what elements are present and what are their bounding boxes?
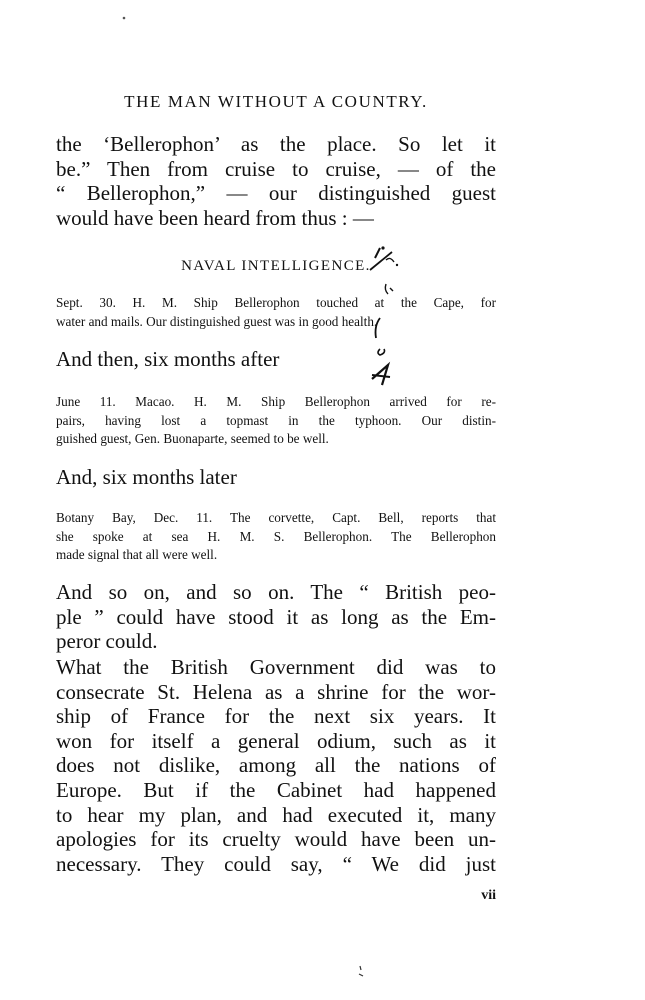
text-line: apologies for its cruelty would have been un- xyxy=(56,827,496,852)
lead-line-six-months-after: And then, six months after xyxy=(56,347,280,371)
paragraph-so-on xyxy=(56,580,496,654)
speck-mark xyxy=(120,14,128,22)
text-line: the ‘Bellerophon’ as the place. So let it xyxy=(56,132,496,156)
text-line: peror could. xyxy=(56,629,158,653)
text-line: Botany Bay, Dec. 11. The corvette, Capt. Bell, reports that xyxy=(56,510,496,525)
text-line: guished guest, Gen. Buonaparte, seemed to be well. xyxy=(56,431,329,446)
speck-mark xyxy=(356,964,366,978)
paragraph-intro xyxy=(56,132,496,230)
news-notice-cape xyxy=(56,294,496,331)
lead-line-six-months-later: And, six months later xyxy=(56,465,237,489)
text-line: water and mails. Our distinguished guest was in good health. xyxy=(56,313,378,329)
text-line: necessary. They could say, “ We did just xyxy=(56,851,496,876)
text-line: made signal that all were well. xyxy=(56,547,218,562)
text-line: And so on, and so on. The “ British peo- xyxy=(56,580,496,604)
text-line: to hear my plan, and had executed it, many xyxy=(56,802,496,827)
handwritten-correction-mark-in xyxy=(370,316,386,340)
page-number: vii xyxy=(481,888,496,903)
text-line: she spoke at sea H. M. S. Bellerophon. The Bellerophon xyxy=(56,528,496,544)
text-line: June 11. Macao. H. M. Ship Bellerophon arrived for re- xyxy=(56,394,496,409)
news-notice-macao xyxy=(56,393,496,449)
text-line: Europe. But if the Cabinet had happened xyxy=(56,777,496,802)
text-line: would have been heard from thus : — xyxy=(56,205,374,230)
text-line: be.” Then from cruise to cruise, — of the xyxy=(56,156,496,181)
text-line: won for itself a general odium, such as it xyxy=(56,728,496,753)
text-line: What the British Government did was to xyxy=(56,655,496,679)
text-line: Sept. 30. H. M. Ship Bellerophon touched at the Cape, for xyxy=(56,295,496,310)
text-line: does not dislike, among all the nations of xyxy=(56,753,496,778)
handwritten-margin-note xyxy=(366,345,396,391)
news-notice-botany-bay xyxy=(56,509,496,565)
handwritten-correction-mark-heading xyxy=(366,244,400,274)
handwritten-correction-mark-cape xyxy=(378,282,400,298)
text-line: consecrate St. Helena as a shrine for the wor- xyxy=(56,679,496,704)
text-line: “ Bellerophon,” — our distinguished guest xyxy=(56,181,496,205)
text-line: ship of France for the next six years. It xyxy=(56,704,496,729)
section-heading: NAVAL INTELLIGENCE. xyxy=(181,258,371,274)
running-head: THE MAN WITHOUT A COUNTRY. xyxy=(124,92,428,111)
paragraph-british-government xyxy=(56,655,496,876)
text-line: ple ” could have stood it as long as the Em- xyxy=(56,604,496,629)
text-line: pairs, having lost a topmast in the typhoon. Our distin- xyxy=(56,412,496,428)
